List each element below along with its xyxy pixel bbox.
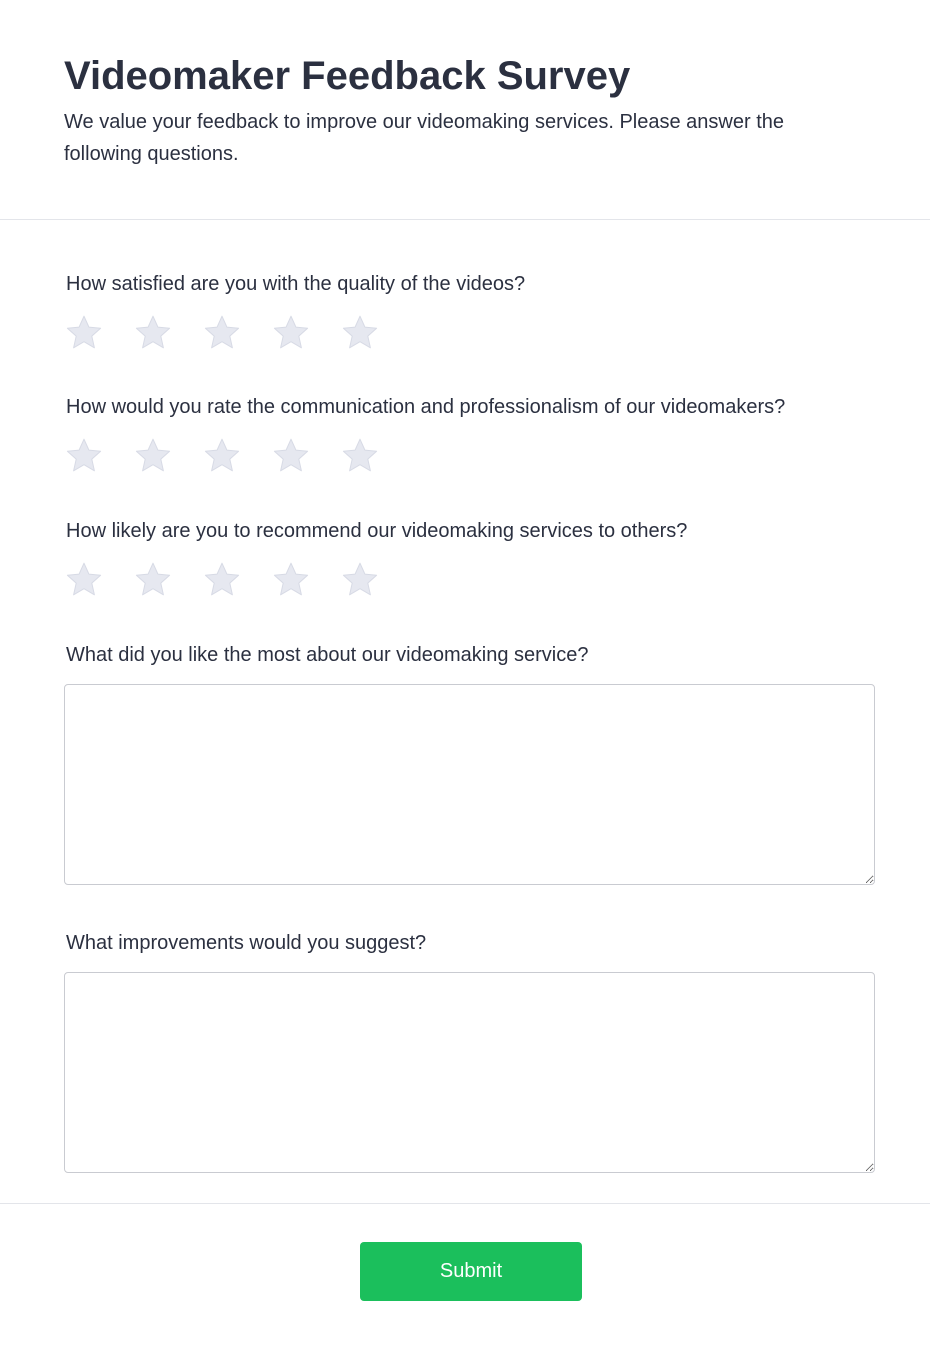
- question-label-liked-most: What did you like the most about our videomaking service?: [66, 644, 589, 666]
- page-title: Videomaker Feedback Survey: [64, 54, 631, 98]
- improvements-textarea[interactable]: [64, 972, 875, 1173]
- star-rating-recommend: [64, 560, 409, 600]
- liked-most-textarea[interactable]: [64, 684, 875, 885]
- question-label-communication: How would you rate the communication and professionalism of our videomakers?: [66, 396, 786, 418]
- footer-divider: [0, 1203, 930, 1204]
- star-outline-icon[interactable]: [271, 560, 311, 600]
- star-outline-icon[interactable]: [340, 313, 380, 353]
- question-label-recommend: How likely are you to recommend our videomaking services to others?: [66, 520, 688, 542]
- star-rating-communication: [64, 436, 409, 476]
- star-rating-quality: [64, 313, 409, 353]
- star-outline-icon[interactable]: [202, 313, 242, 353]
- question-label-improvements: What improvements would you suggest?: [66, 932, 427, 954]
- star-outline-icon[interactable]: [133, 560, 173, 600]
- star-outline-icon[interactable]: [133, 436, 173, 476]
- star-outline-icon[interactable]: [64, 436, 104, 476]
- star-outline-icon[interactable]: [271, 313, 311, 353]
- question-label-quality: How satisfied are you with the quality of the videos?: [66, 273, 526, 295]
- page-description: We value your feedback to improve our videomaking services. Please answer the following questions.: [64, 111, 784, 165]
- star-outline-icon[interactable]: [340, 560, 380, 600]
- survey-header: [0, 0, 930, 220]
- star-outline-icon[interactable]: [133, 313, 173, 353]
- star-outline-icon[interactable]: [64, 313, 104, 353]
- star-outline-icon[interactable]: [64, 560, 104, 600]
- star-outline-icon[interactable]: [271, 436, 311, 476]
- star-outline-icon[interactable]: [340, 436, 380, 476]
- submit-button[interactable]: Submit: [360, 1242, 582, 1301]
- star-outline-icon[interactable]: [202, 560, 242, 600]
- star-outline-icon[interactable]: [202, 436, 242, 476]
